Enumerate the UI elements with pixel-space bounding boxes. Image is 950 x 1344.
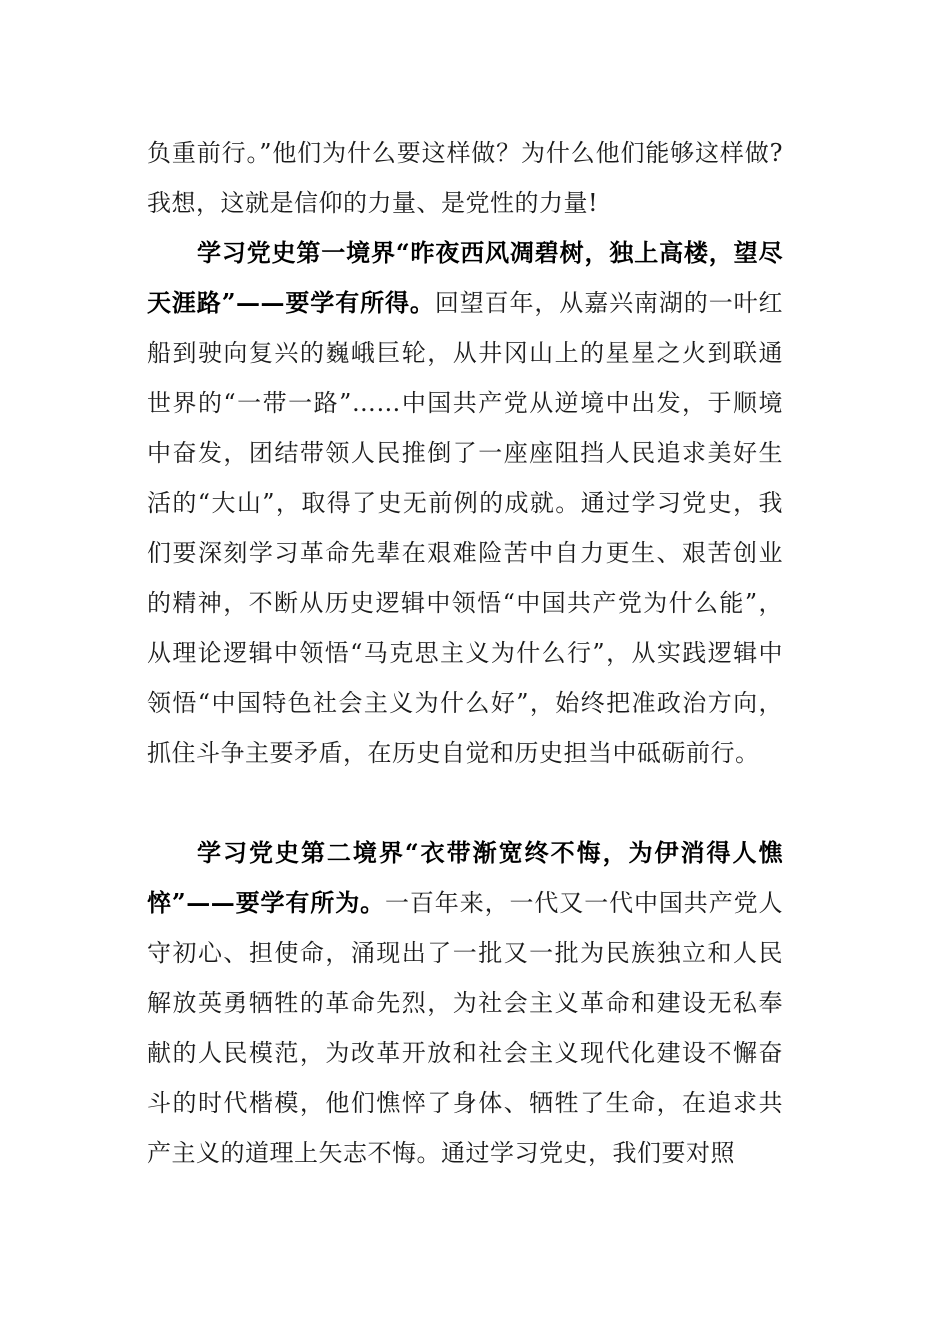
paragraph-spacer bbox=[147, 778, 783, 828]
paragraph-heading-bold: 学习党史第一境界“昨夜西风凋碧树，独上高楼，望尽天涯路”——要学有所得。 bbox=[147, 238, 783, 317]
paragraph-heading-bold: 学习党史第二境界“衣带渐宽终不悔，为伊消得人憔悴”——要学有所为。 bbox=[147, 838, 783, 917]
paragraph-text: 一百年来，一代又一代中国共产党人守初心、担使命，涌现出了一批又一批为民族独立和人民解放英勇牺牲的革命先烈，为社会主义革命和建设无私奉献的人民模范，为改革开放和社会主义现代化建设不懈奋斗的时代楷模，他们憔悴了身体、牺牲了生命，在追求共产主义的道理上矢志不悔。通过学习党史，我们要对照 bbox=[147, 889, 783, 1167]
paragraph-second-realm bbox=[147, 828, 783, 1178]
paragraph-text: 回望百年，从嘉兴南湖的一叶红船到驶向复兴的巍峨巨轮，从井冈山上的星星之火到联通世界的“一带一路”……中国共产党从逆境中出发，于顺境中奋发，团结带领人民推倒了一座座阻挡人民追求美好生活的“大山”，取得了史无前例的成就。通过学习党史，我们要深刻学习革命先辈在艰难险苦中自力更生、艰苦创业的精神，不断从历史逻辑中领悟“中国共产党为什么能”，从理论逻辑中领悟“马克思主义为什么行”，从实践逻辑中领悟“中国特色社会主义为什么好”，始终把准政治方向，抓住斗争主要矛盾，在历史自觉和历史担当中砥砺前行。 bbox=[147, 289, 784, 767]
document-body bbox=[147, 128, 783, 1178]
paragraph-first-realm bbox=[147, 228, 783, 778]
paragraph-continuation bbox=[147, 128, 783, 228]
paragraph-text: 负重前行。”他们为什么要这样做？为什么他们能够这样做?我想，这就是信仰的力量、是党性的力量! bbox=[147, 139, 783, 217]
